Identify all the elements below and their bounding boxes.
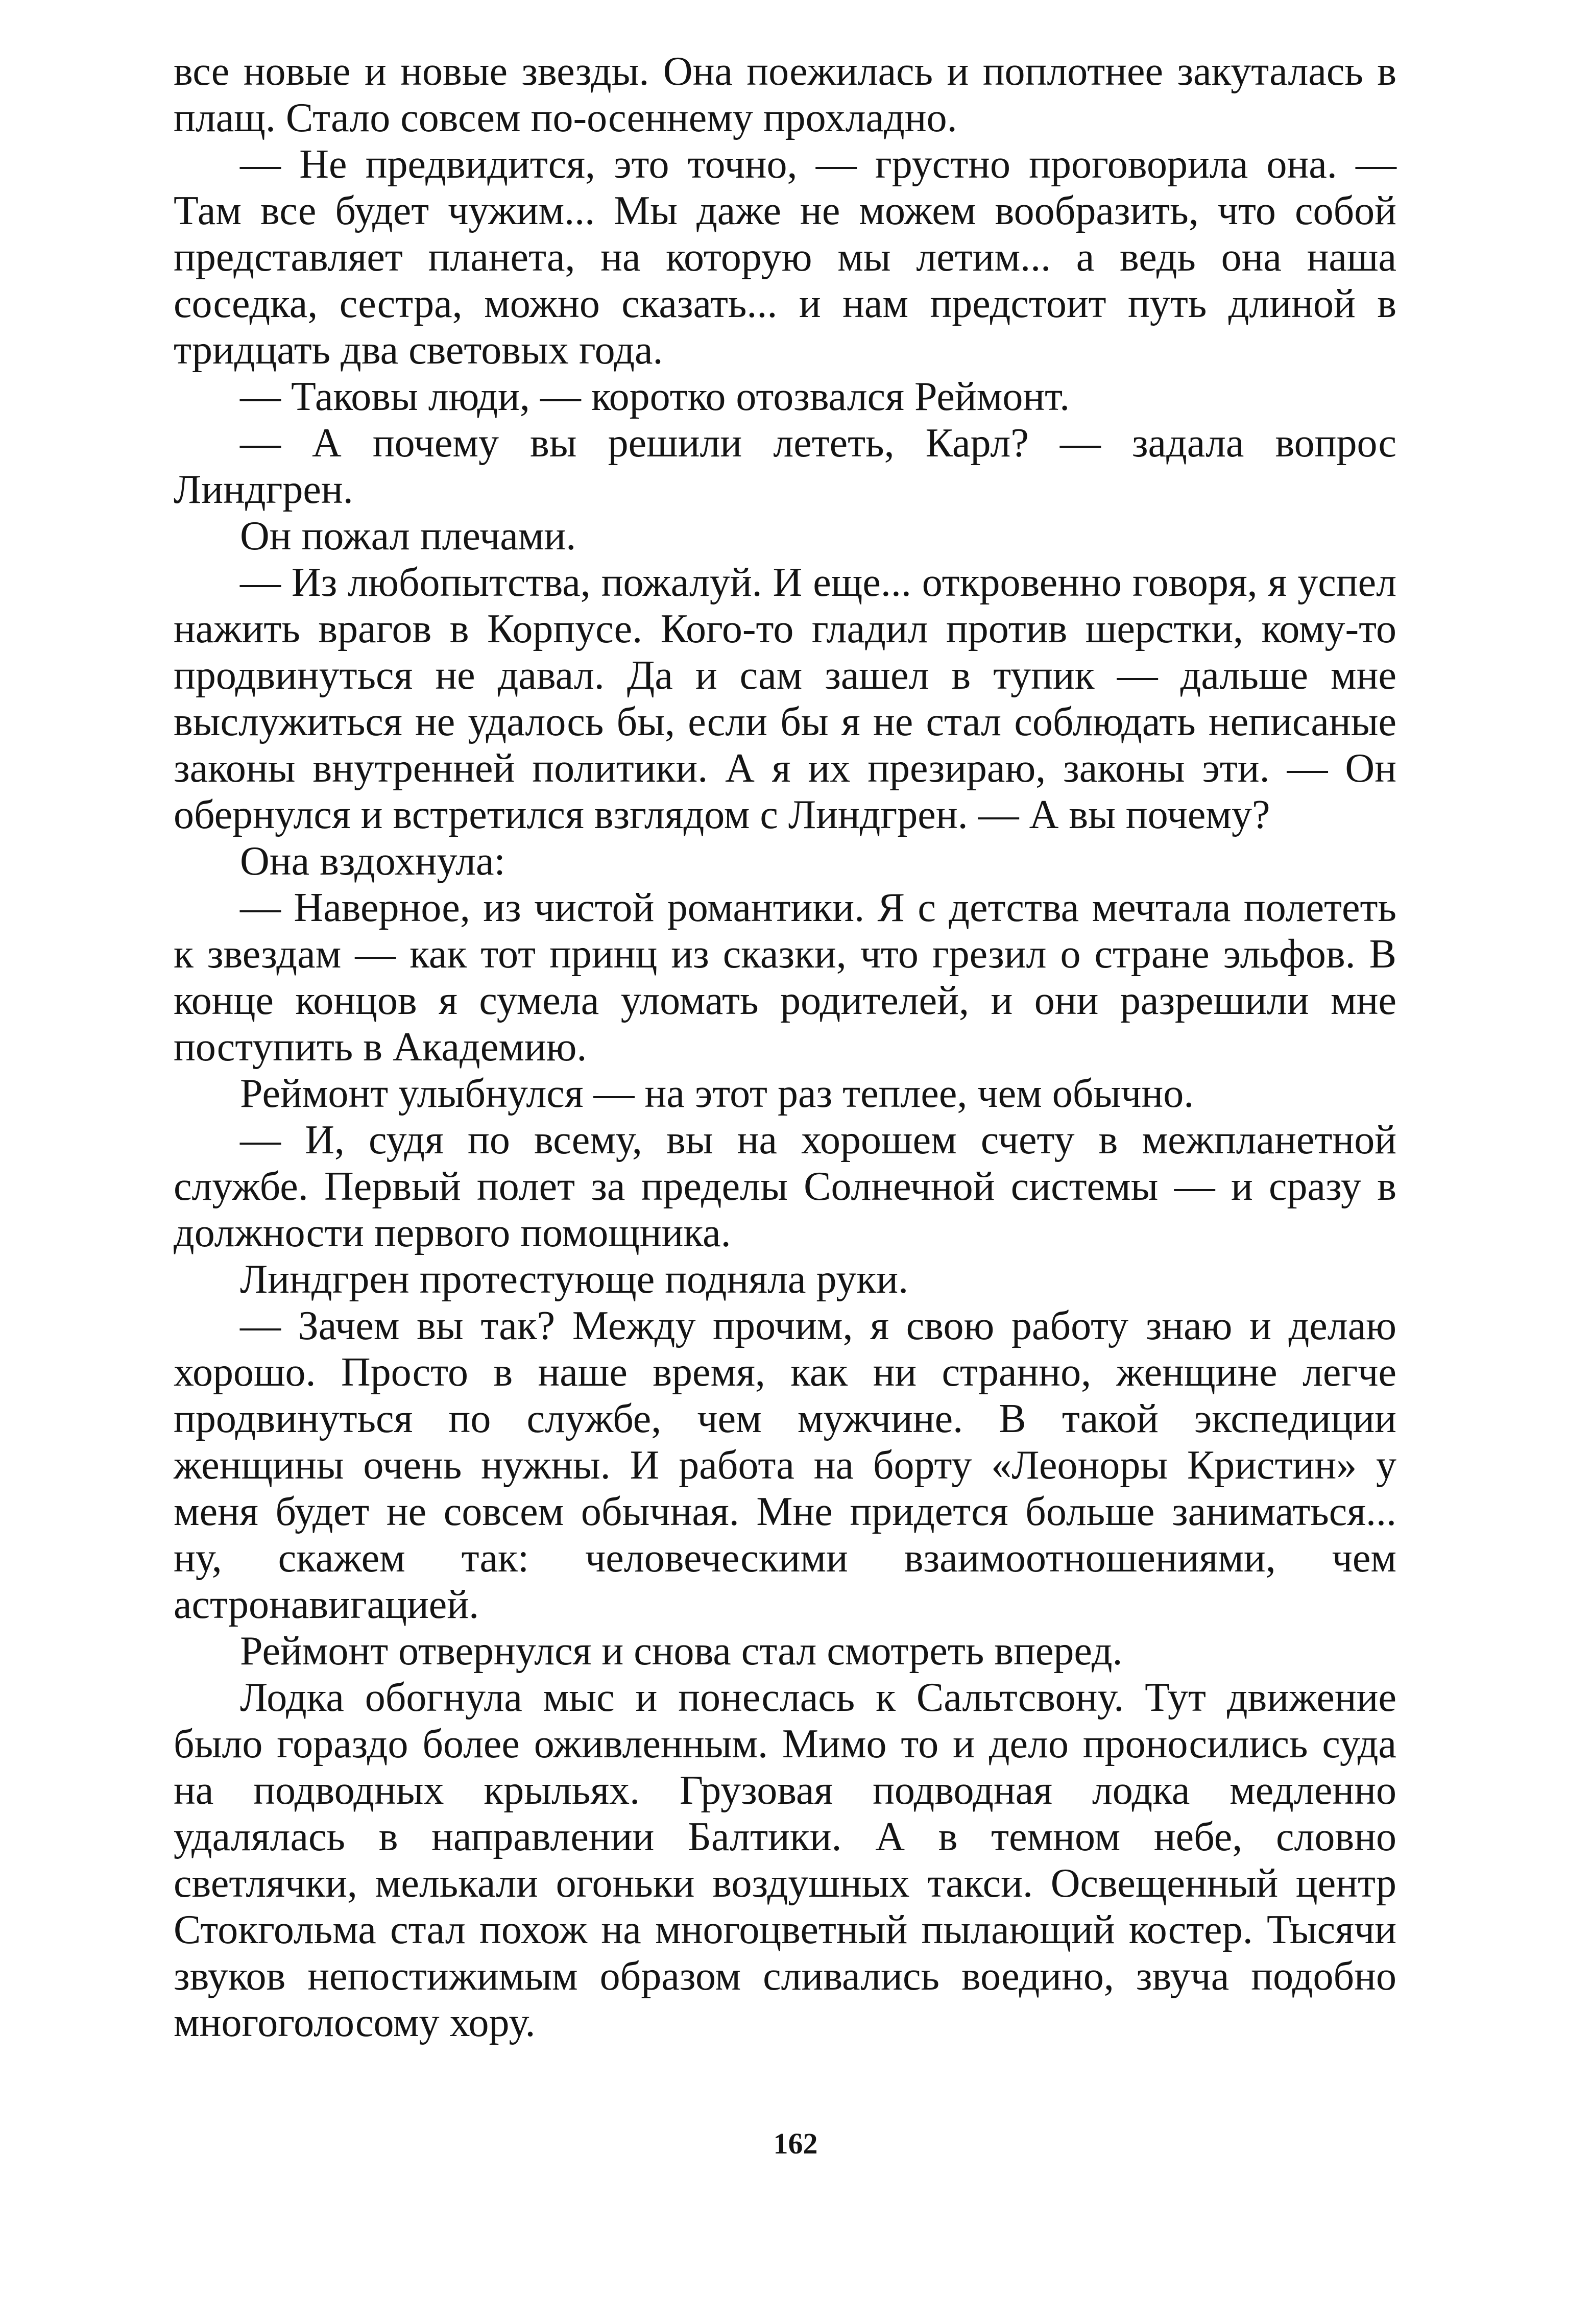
paragraph: — Наверное, из чистой романтики. Я с детства мечтала полететь к звездам — как тот принц из сказки, что грезил о стране эльфов. В конце концов я сумела уломать родителей, и они разрешили мне поступить в Академию.	[174, 885, 1396, 1070]
paragraph: Реймонт отвернулся и снова стал смотреть вперед.	[240, 1629, 1123, 1674]
paragraph: — Не предвидится, это точно, — грустно проговорила она. — Там все будет чужим... Мы даже не можем вообразить, что собой представляет планета, на которую мы летим... а ведь она наша соседка, сестра, можно сказать... и нам предстоит путь длиной в тридцать два световых года.	[174, 142, 1396, 373]
paragraph: Реймонт улыбнулся — на этот раз теплее, чем обычно.	[240, 1071, 1194, 1116]
paragraph: Он пожал плечами.	[240, 514, 576, 559]
paragraph: Лодка обогнула мыс и понеслась к Сальтсвону. Тут движение было гораздо более оживленным. Мимо то и дело проносились суда на подводных крыльях. Грузовая подводная лодка медленно удалялась в направлении Балтики. А в темном небе, словно светлячки, мелькали огоньки воздушных такси. Освещенный центр Стокгольма стал похож на многоцветный пылающий костер. Тысячи звуков непостижимым образом сливались воедино, звуча подобно многоголосому хору.	[174, 1675, 1396, 2045]
paragraph: — Из любопытства, пожалуй. И еще... откровенно говоря, я успел нажить врагов в Корпусе. Кого-то гладил против шерстки, кому-то продвинуться не давал. Да и сам зашел в тупик — дальше мне выслужиться не удалось бы, если бы я не стал соблюдать неписаные законы внутренней политики. А я их презираю, законы эти. — Он обернулся и встретился взглядом с Линдгрен. — А вы почему?	[174, 560, 1396, 837]
paragraph: — А почему вы решили лететь, Карл? — задала вопрос Линдгрен.	[174, 421, 1396, 512]
page-number: 162	[773, 2127, 818, 2160]
paragraph: — Таковы люди, — коротко отозвался Реймонт.	[240, 374, 1070, 419]
paragraph: — И, судя по всему, вы на хорошем счету в межпланетной службе. Первый полет за пределы Солнечной системы — и сразу в должности первого помощника.	[174, 1118, 1396, 1255]
paragraph: — Зачем вы так? Между прочим, я свою работу знаю и делаю хорошо. Просто в наше время, как ни странно, женщине легче продвинуться по службе, чем мужчине. В такой экспедиции женщины очень нужны. И работа на борту «Леоноры Кристин» у меня будет не совсем обычная. Мне придется больше заниматься... ну, скажем так: человеческими взаимоотношениями, чем астронавигацией.	[174, 1303, 1396, 1627]
body-text	[174, 49, 1396, 2046]
paragraph: Линдгрен протестующе подняла руки.	[240, 1257, 909, 1302]
paragraph: все новые и новые звезды. Она поежилась и поплотнее закуталась в плащ. Стало совсем по-осеннему прохладно.	[174, 49, 1396, 140]
paragraph: Она вздохнула:	[240, 839, 505, 884]
